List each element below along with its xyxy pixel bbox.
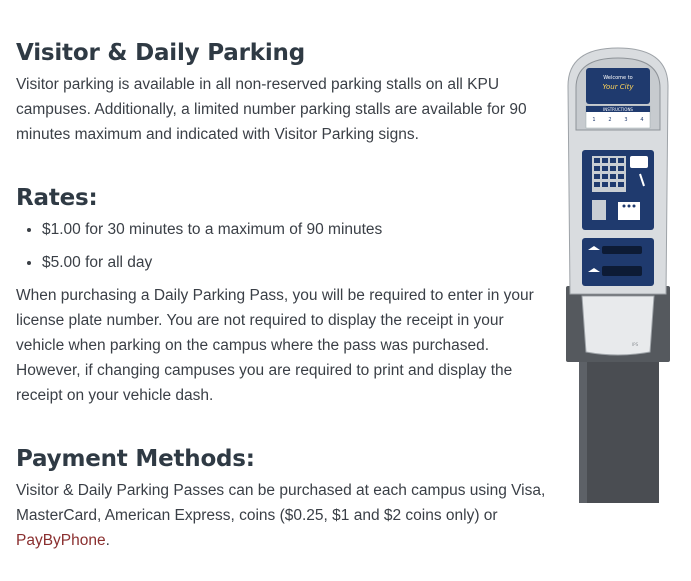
visitor-parking-heading: Visitor & Daily Parking bbox=[16, 40, 305, 66]
step-2: 2 bbox=[608, 117, 612, 123]
step-3: 3 bbox=[624, 117, 628, 123]
step-1: 1 bbox=[592, 117, 596, 123]
step-4: 4 bbox=[640, 117, 644, 123]
rate-item: • $1.00 for 30 minutes to a maximum of 90 minutes bbox=[42, 217, 546, 242]
rates-heading: Rates: bbox=[16, 185, 98, 211]
visitor-parking-text: Visitor parking is available in all non-reserved parking stalls on all KPU campuses. Additionally, a limited number parking stalls are available for 90 minutes maximum and indicated with Visitor Parking signs. bbox=[16, 76, 527, 143]
payment-methods-heading: Payment Methods: bbox=[16, 446, 255, 472]
paybyphone-link[interactable]: PayByPhone bbox=[16, 532, 106, 549]
meter-brand: IPS bbox=[632, 342, 639, 347]
rate-item: • $5.00 for all day bbox=[42, 250, 546, 275]
ticket-panel bbox=[582, 238, 654, 286]
payment-methods-suffix: . bbox=[105, 532, 110, 549]
visitor-parking-section bbox=[16, 40, 546, 147]
payment-methods-body: Visitor & Daily Parking Passes can be purchased at each campus using Visa, MasterCard, American Express, coins ($0.25, $1 and $2 coins only) or bbox=[16, 482, 546, 524]
payment-methods-text bbox=[16, 478, 546, 553]
instructions-label: INSTRUCTIONS bbox=[603, 107, 633, 112]
daily-pass-text: When purchasing a Daily Parking Pass, you will be required to enter in your license plate number. You are not required to display the receipt in your vehicle when parking on the campus where the pass was purchased. However, if changing campuses you are required to print and display the receipt on your vehicle dash. bbox=[16, 287, 534, 404]
main-content bbox=[16, 40, 546, 553]
payment-methods-section bbox=[16, 446, 546, 553]
meter-door bbox=[582, 296, 654, 355]
parking-meter-image bbox=[562, 46, 674, 504]
rates-section bbox=[16, 185, 546, 408]
screen-line2: Your City bbox=[602, 83, 634, 91]
meter-post bbox=[579, 361, 659, 503]
rates-list bbox=[16, 217, 546, 275]
screen-line1: Welcome to bbox=[603, 75, 633, 81]
